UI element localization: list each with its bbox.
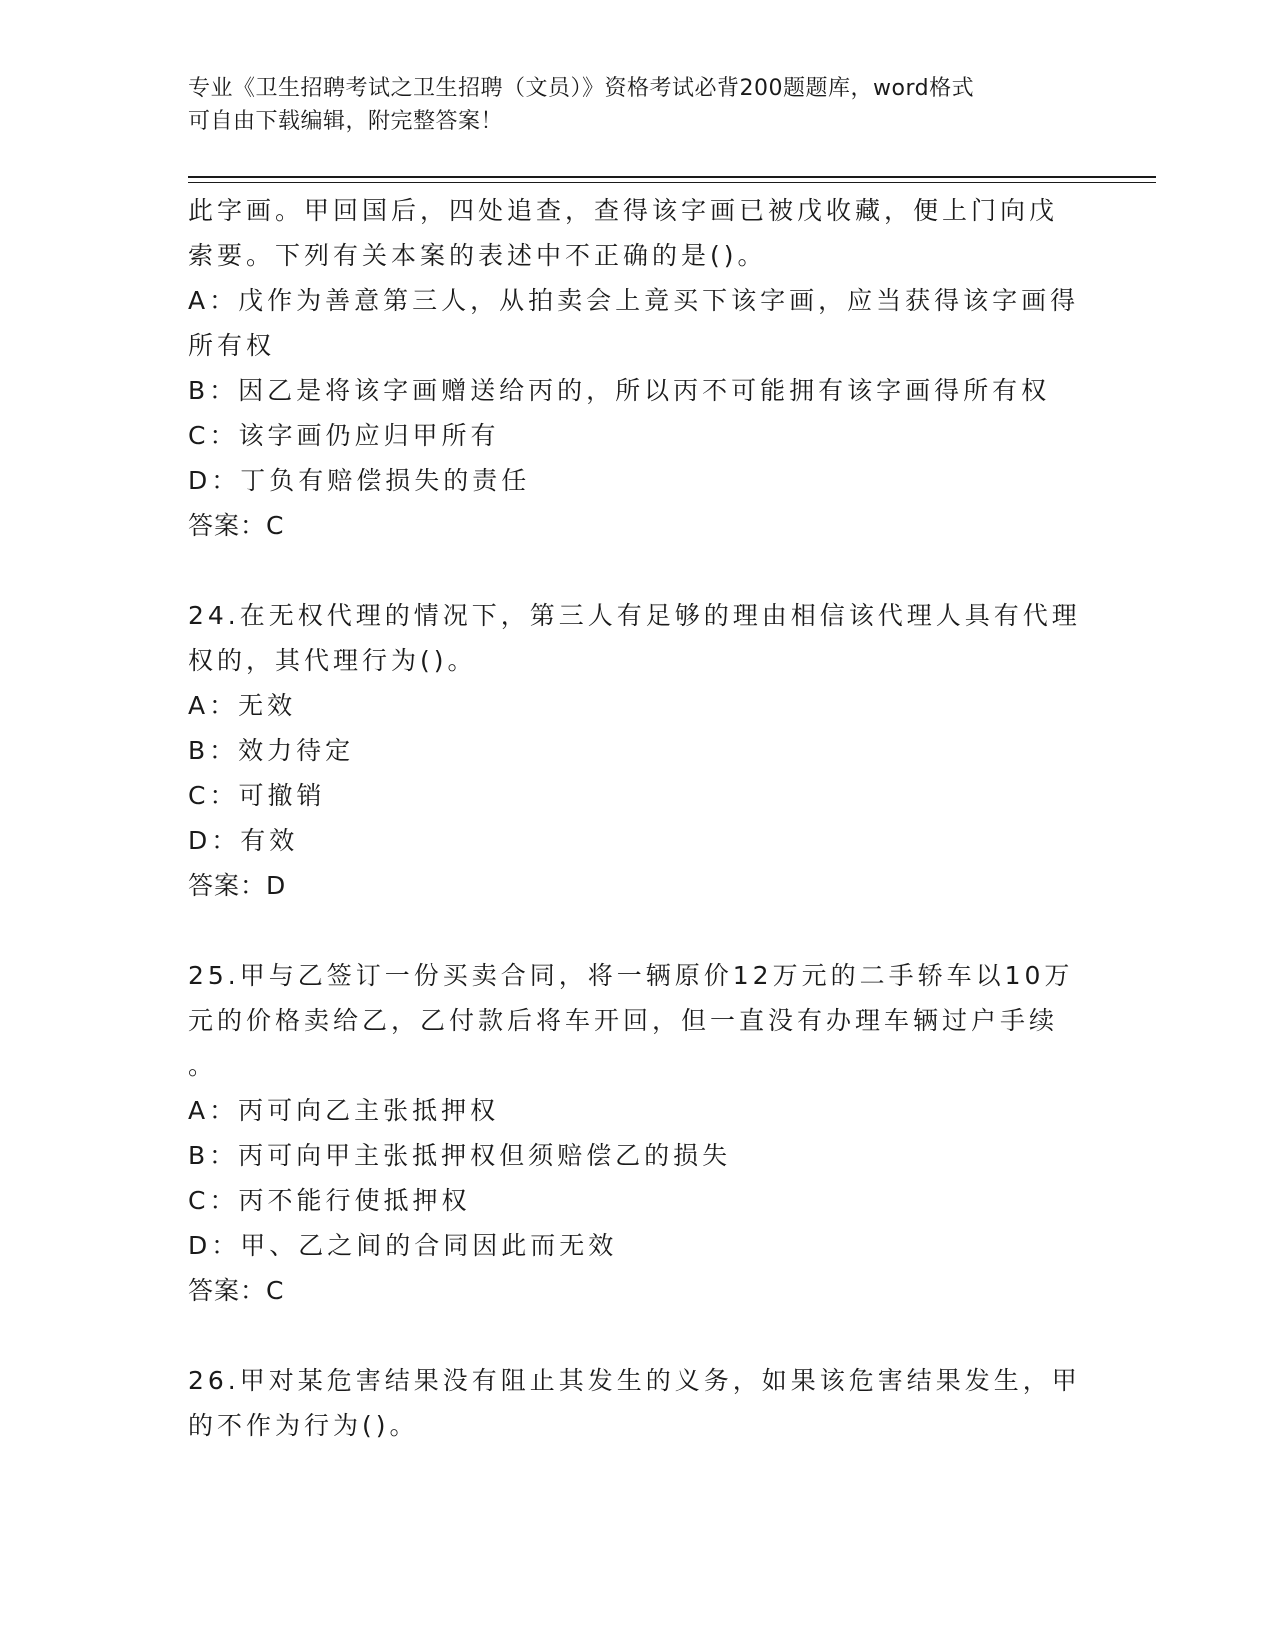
answer: 答案：C <box>188 511 285 540</box>
option-a: A：无效 <box>188 691 297 720</box>
spacer <box>188 548 1088 593</box>
option-b: B：效力待定 <box>188 736 355 765</box>
option-d: D：甲、乙之间的合同因此而无效 <box>188 1231 618 1260</box>
question-25 <box>188 953 1088 1313</box>
answer: 答案：C <box>188 1276 285 1305</box>
question-list <box>188 188 1088 1448</box>
option-c: C：丙不能行使抵押权 <box>188 1186 471 1215</box>
document-header <box>188 72 1088 138</box>
question-stem-line: 25.甲与乙签订一份买卖合同，将一辆原价12万元的二手轿车以10万 <box>188 961 1074 990</box>
option-a: A：戊作为善意第三人，从拍卖会上竟买下该字画，应当获得该字画得 <box>188 286 1080 315</box>
question-stem-line: 元的价格卖给乙，乙付款后将车开回，但一直没有办理车辆过户手续 <box>188 1006 1059 1035</box>
header-divider-thick <box>188 176 1156 178</box>
question-26 <box>188 1358 1088 1448</box>
spacer <box>188 1313 1088 1358</box>
question-stem-line: 。 <box>188 1051 218 1080</box>
option-b: B：丙可向甲主张抵押权但须赔偿乙的损失 <box>188 1141 732 1170</box>
header-line-2: 可自由下载编辑，附完整答案！ <box>188 109 504 134</box>
header-line-1: 专业《卫生招聘考试之卫生招聘（文员）》资格考试必背200题题库，word格式 <box>188 76 975 101</box>
header-divider-thin <box>188 182 1156 183</box>
question-stem-line: 此字画。甲回国后，四处追查，查得该字画已被戊收藏，便上门向戊 <box>188 196 1059 225</box>
option-d: D：丁负有赔偿损失的责任 <box>188 466 531 495</box>
answer: 答案：D <box>188 871 287 900</box>
option-c: C：该字画仍应归甲所有 <box>188 421 500 450</box>
question-stem-line: 权的，其代理行为()。 <box>188 646 477 675</box>
question-24 <box>188 593 1088 908</box>
question-23 <box>188 188 1088 548</box>
question-stem-line: 24.在无权代理的情况下，第三人有足够的理由相信该代理人具有代理 <box>188 601 1081 630</box>
question-stem-line: 的不作为行为()。 <box>188 1411 419 1440</box>
option-a: A：丙可向乙主张抵押权 <box>188 1096 500 1125</box>
question-stem-line: 索要。下列有关本案的表述中不正确的是()。 <box>188 241 767 270</box>
spacer <box>188 908 1088 953</box>
option-a-continued: 所有权 <box>188 331 276 360</box>
option-d: D：有效 <box>188 826 299 855</box>
option-b: B：因乙是将该字画赠送给丙的，所以丙不可能拥有该字画得所有权 <box>188 376 1051 405</box>
option-c: C：可撤销 <box>188 781 326 810</box>
question-stem-line: 26.甲对某危害结果没有阻止其发生的义务，如果该危害结果发生，甲 <box>188 1366 1081 1395</box>
